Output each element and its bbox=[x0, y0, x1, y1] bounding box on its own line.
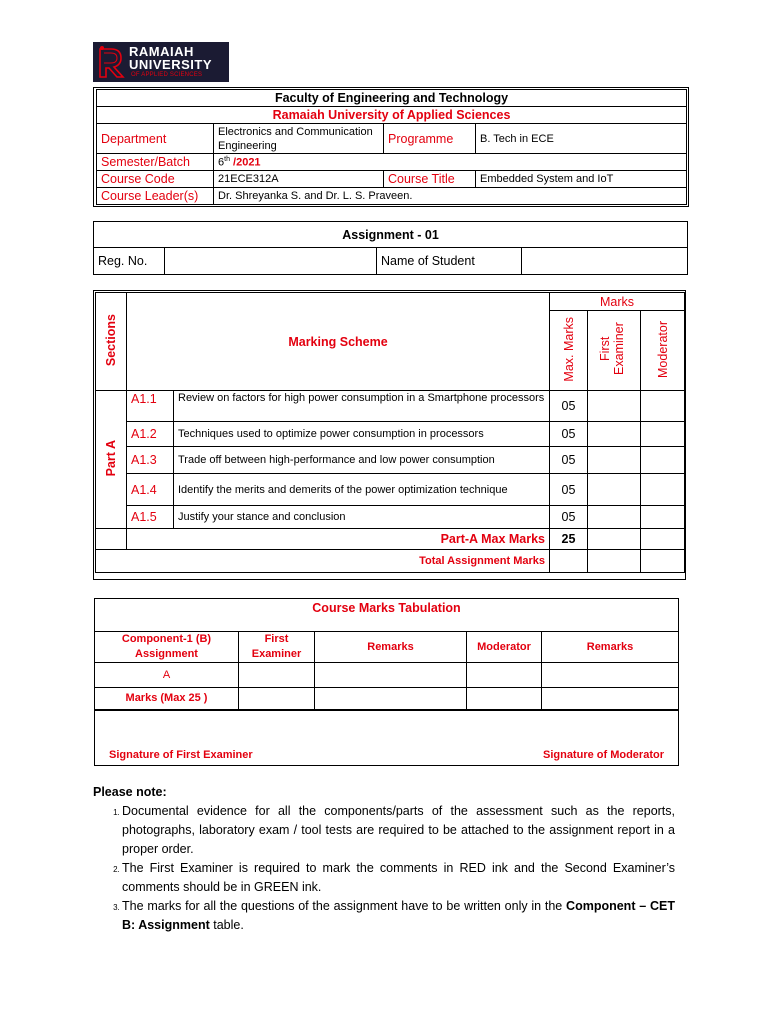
row-a-remarks-field-2[interactable] bbox=[542, 663, 679, 688]
logo-emblem-icon bbox=[97, 45, 127, 79]
row-a-first-examiner-field[interactable] bbox=[239, 663, 315, 688]
part-max-value: 25 bbox=[550, 529, 588, 550]
remarks-col-header-1: Remarks bbox=[315, 632, 467, 663]
part-max-label: Part-A Max Marks bbox=[127, 529, 550, 550]
note-item: 1. Documental evidence for all the components/parts of the assessment such as the reports, photographs, laboratory exam / tool tests are required to be attached to the assignment report in a proper order. bbox=[122, 802, 675, 859]
part-max-moderator-field[interactable] bbox=[641, 529, 685, 550]
reg-no-field[interactable] bbox=[165, 248, 377, 275]
total-first-examiner-field[interactable] bbox=[588, 550, 641, 573]
department-label: Department bbox=[97, 124, 214, 154]
header-table bbox=[96, 89, 687, 205]
marks-row-label: Marks (Max 25 ) bbox=[95, 688, 239, 710]
row-description: Justify your stance and conclusion bbox=[174, 506, 550, 529]
row-description: Review on factors for high power consumption in a Smartphone processors bbox=[174, 391, 550, 422]
row-max-marks: 05 bbox=[550, 391, 588, 422]
assignment-title: Assignment - 01 bbox=[94, 222, 688, 248]
row-a-label: A bbox=[95, 663, 239, 688]
marking-row bbox=[96, 447, 685, 474]
part-max-spacer bbox=[96, 529, 127, 550]
row-description: Identify the merits and demerits of the power optimization technique bbox=[174, 474, 550, 506]
moderator-col-header: Moderator bbox=[467, 632, 542, 663]
max-marks-header bbox=[550, 311, 588, 391]
sections-header bbox=[96, 293, 127, 391]
signature-row bbox=[95, 710, 679, 766]
part-max-first-examiner-field[interactable] bbox=[588, 529, 641, 550]
course-title-label: Course Title bbox=[384, 171, 476, 188]
semester-value bbox=[214, 154, 687, 171]
row-max-marks: 05 bbox=[550, 447, 588, 474]
row-moderator-field[interactable] bbox=[641, 422, 685, 447]
batch-year: /2021 bbox=[229, 156, 261, 169]
tabulation-table bbox=[94, 598, 679, 766]
first-examiner-signature-label: Signature of First Examiner bbox=[109, 749, 253, 761]
first-examiner-col-header: First Examiner bbox=[239, 632, 315, 663]
marking-row bbox=[96, 474, 685, 506]
row-id: A1.5 bbox=[127, 506, 174, 529]
row-moderator-field[interactable] bbox=[641, 447, 685, 474]
row-first-examiner-field[interactable] bbox=[588, 474, 641, 506]
moderator-header bbox=[641, 311, 685, 391]
course-title-value: Embedded System and IoT bbox=[476, 171, 687, 188]
programme-value: B. Tech in ECE bbox=[476, 124, 687, 154]
reg-no-label: Reg. No. bbox=[94, 248, 165, 275]
semester-label: Semester/Batch bbox=[97, 154, 214, 171]
course-code-label: Course Code bbox=[97, 171, 214, 188]
component-header: Component-1 (B) Assignment bbox=[95, 632, 239, 663]
total-moderator-field[interactable] bbox=[641, 550, 685, 573]
university-logo bbox=[93, 42, 229, 82]
note-3-bold: Component – CET B: Assignment bbox=[122, 899, 675, 932]
marks-moderator-field[interactable] bbox=[467, 688, 542, 710]
notes-list bbox=[93, 802, 675, 935]
part-a-cell bbox=[96, 391, 127, 529]
semester-suffix: th bbox=[224, 155, 230, 163]
note-item: 2. The First Examiner is required to mark the comments in RED ink and the Second Examiner’s comments should be in GREEN ink. bbox=[122, 859, 675, 897]
marks-first-examiner-field[interactable] bbox=[239, 688, 315, 710]
row-id: A1.2 bbox=[127, 422, 174, 447]
tabulation-title: Course Marks Tabulation bbox=[95, 599, 679, 632]
marks-remarks-field-2[interactable] bbox=[542, 688, 679, 710]
marking-table bbox=[95, 292, 685, 573]
moderator-signature-label: Signature of Moderator bbox=[542, 749, 664, 761]
row-first-examiner-field[interactable] bbox=[588, 447, 641, 474]
note-3-end: table. bbox=[209, 918, 244, 932]
row-max-marks: 05 bbox=[550, 474, 588, 506]
row-id: A1.3 bbox=[127, 447, 174, 474]
department-value: Electronics and Communication Engineering bbox=[214, 124, 384, 154]
marks-header: Marks bbox=[550, 293, 685, 311]
max-marks-label: Max. Marks bbox=[561, 316, 576, 382]
row-first-examiner-field[interactable] bbox=[588, 422, 641, 447]
faculty-title: Faculty of Engineering and Technology bbox=[97, 90, 687, 107]
row-id: A1.1 bbox=[127, 391, 174, 422]
marking-scheme-header: Marking Scheme bbox=[127, 293, 550, 391]
row-max-marks: 05 bbox=[550, 422, 588, 447]
row-moderator-field[interactable] bbox=[641, 391, 685, 422]
row-id: A1.4 bbox=[127, 474, 174, 506]
marking-row bbox=[96, 391, 685, 422]
sections-label: Sections bbox=[104, 313, 118, 367]
logo-line-3: OF APPLIED SCIENCES bbox=[131, 72, 203, 78]
student-name-label: Name of Student bbox=[377, 248, 522, 275]
row-a-moderator-field[interactable] bbox=[467, 663, 542, 688]
first-examiner-label: First Examiner bbox=[598, 322, 626, 376]
notes-section bbox=[93, 783, 675, 935]
part-a-label: Part A bbox=[104, 439, 118, 477]
assignment-table bbox=[93, 221, 688, 275]
first-examiner-header bbox=[588, 311, 641, 391]
row-a-remarks-field-1[interactable] bbox=[315, 663, 467, 688]
marking-row bbox=[96, 422, 685, 447]
row-moderator-field[interactable] bbox=[641, 474, 685, 506]
university-title: Ramaiah University of Applied Sciences bbox=[97, 107, 687, 124]
programme-label: Programme bbox=[384, 124, 476, 154]
note-item bbox=[122, 897, 675, 935]
row-description: Techniques used to optimize power consumption in processors bbox=[174, 422, 550, 447]
logo-line-1: RAMAIAH bbox=[129, 44, 194, 59]
course-code-value: 21ECE312A bbox=[214, 171, 384, 188]
student-name-field[interactable] bbox=[522, 248, 688, 275]
row-moderator-field[interactable] bbox=[641, 506, 685, 529]
total-max-field[interactable] bbox=[550, 550, 588, 573]
moderator-label: Moderator bbox=[655, 320, 670, 378]
total-marks-label: Total Assignment Marks bbox=[96, 550, 550, 573]
row-description: Trade off between high-performance and low power consumption bbox=[174, 447, 550, 474]
course-leader-value: Dr. Shreyanka S. and Dr. L. S. Praveen. bbox=[214, 188, 687, 205]
course-leader-label: Course Leader(s) bbox=[97, 188, 214, 205]
marks-remarks-field-1[interactable] bbox=[315, 688, 467, 710]
semester-number: 6 bbox=[218, 156, 225, 169]
note-3-text: The marks for all the questions of the assignment have to be written only in the bbox=[122, 899, 567, 913]
remarks-col-header-2: Remarks bbox=[542, 632, 679, 663]
row-first-examiner-field[interactable] bbox=[588, 391, 641, 422]
row-max-marks: 05 bbox=[550, 506, 588, 529]
notes-heading: Please note: bbox=[93, 785, 167, 799]
logo-line-2: UNIVERSITY bbox=[129, 57, 213, 72]
marking-row bbox=[96, 506, 685, 529]
row-first-examiner-field[interactable] bbox=[588, 506, 641, 529]
